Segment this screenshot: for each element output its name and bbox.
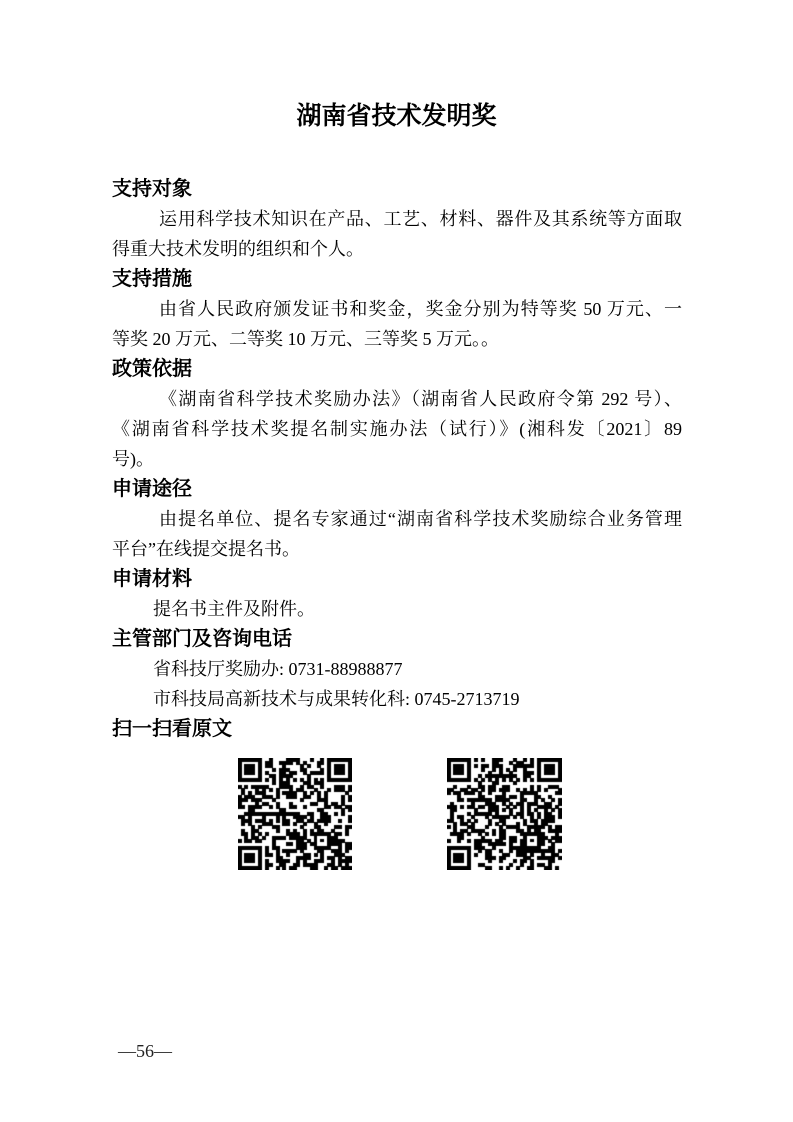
section-heading-policy-basis: 政策依据	[112, 358, 192, 380]
qr-codes-row	[112, 758, 682, 870]
document-title: 湖南省技术发明奖	[296, 103, 497, 130]
paragraph-line: 号)。	[112, 449, 154, 469]
section-heading-support-targets: 支持对象	[112, 178, 192, 200]
section-heading-application-materials: 申请材料	[112, 568, 192, 590]
paragraph-line: 平台”在线提交提名书。	[112, 539, 300, 559]
paragraph-line: 由提名单位、提名专家通过“湖南省科学技术奖励综合业务管理	[159, 509, 682, 529]
section-heading-application-channel: 申请途径	[112, 478, 192, 500]
paragraph-line: 运用科学技术知识在产品、工艺、材料、器件及其系统等方面取	[159, 209, 682, 229]
paragraph-line: 等奖 20 万元、二等奖 10 万元、三等奖 5 万元。。	[112, 329, 499, 349]
document-body	[112, 174, 682, 870]
section-heading-authority-and-phone: 主管部门及咨询电话	[112, 628, 292, 650]
paragraph-line: 《湖南省科学技术奖励办法》（湖南省人民政府令第 292 号）、	[159, 389, 682, 409]
section-heading-scan-original: 扫一扫看原文	[112, 718, 232, 740]
paragraph-line: 省科技厅奖励办: 0731-88988877	[153, 659, 403, 679]
paragraph-line: 由省人民政府颁发证书和奖金，奖金分别为特等奖 50 万元、一	[159, 299, 682, 319]
section-heading-support-measures: 支持措施	[112, 268, 192, 290]
paragraph-line: 《湖南省科学技术奖提名制实施办法（试行）》(湘科发〔2021〕89	[112, 419, 682, 439]
qr-code-right	[447, 758, 562, 870]
paragraph-line: 提名书主件及附件。	[153, 599, 315, 619]
paragraph-line: 得重大技术发明的组织和个人。	[112, 239, 364, 259]
page-number: —56—	[118, 1041, 172, 1061]
sections-container	[112, 174, 682, 744]
qr-code-left	[238, 758, 352, 870]
paragraph-line: 市科技局高新技术与成果转化科: 0745-2713719	[153, 689, 520, 709]
